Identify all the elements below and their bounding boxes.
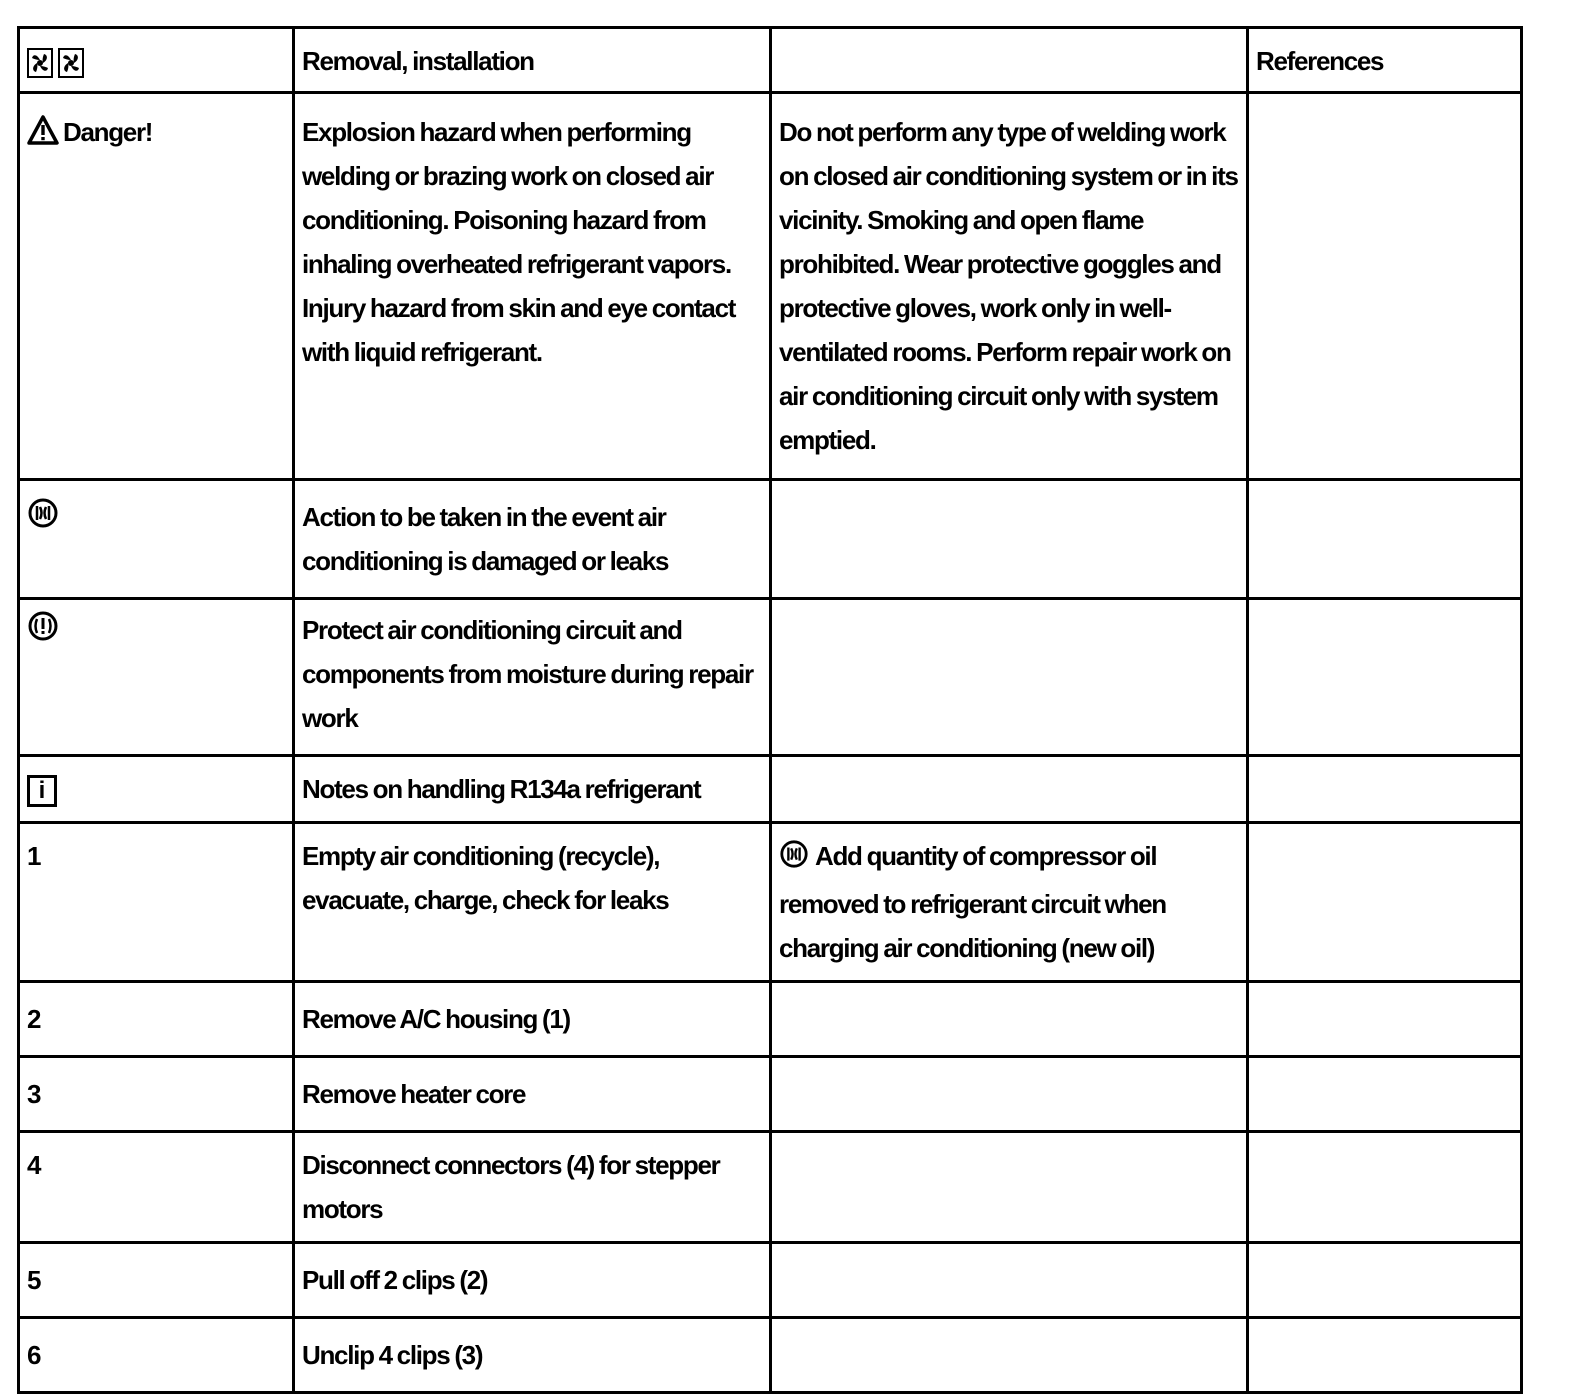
step-row [19,1243,1522,1318]
environment-note-icon [779,838,809,882]
step-text: Remove heater core [294,1057,771,1132]
notice-icon-cell [19,599,294,756]
header-references: References [1248,28,1522,93]
danger-references [1248,93,1522,480]
fan-grid-icon [27,48,53,78]
notice-row [19,756,1522,823]
danger-label: Danger! [63,117,153,147]
step-number: 3 [19,1057,294,1132]
step-text: Unclip 4 clips (3) [294,1318,771,1393]
procedure-table [17,26,1523,1394]
caution-note-icon [27,610,59,655]
header-procedure: Removal, installation [294,28,771,93]
notice-notes [771,599,1248,756]
step-references [1248,1132,1522,1243]
danger-label-cell [19,93,294,480]
step-note-cell [771,1132,1248,1243]
step-number: 6 [19,1318,294,1393]
step-number: 1 [19,823,294,982]
notice-icon-cell [19,756,294,823]
danger-row [19,93,1522,480]
notice-text: Protect air conditioning circuit and components from moisture during repair work [294,599,771,756]
step-row [19,1132,1522,1243]
step-number: 5 [19,1243,294,1318]
step-text: Disconnect connectors (4) for stepper motors [294,1132,771,1243]
step-note-cell [771,1057,1248,1132]
step-note: Add quantity of compressor oil removed to refrigerant circuit when charging air conditioning (new oil) [779,841,1166,963]
step-number: 4 [19,1132,294,1243]
step-text: Empty air conditioning (recycle), evacuate, charge, check for leaks [294,823,771,982]
step-note-cell [771,1243,1248,1318]
notice-notes [771,480,1248,599]
step-note-cell [771,982,1248,1057]
notice-text: Notes on handling R134a refrigerant [294,756,771,823]
step-note-cell [771,823,1248,982]
danger-hazard: Explosion hazard when performing welding or brazing work on closed air conditioning. Poisoning hazard from inhaling overheated refrigerant vapors. Injury hazard from skin and eye contact with liquid refrigerant. [294,93,771,480]
danger-measure: Do not perform any type of welding work on closed air conditioning system or in its vicinity. Smoking and open flame prohibited. Wear protective goggles and protective gloves, work only in well-ventilated rooms. Perform repair work on air conditioning circuit only with system emptied. [771,93,1248,480]
step-references [1248,1057,1522,1132]
notice-icon-cell [19,480,294,599]
step-row [19,1057,1522,1132]
step-row [19,823,1522,982]
header-icons-cell [19,28,294,93]
notice-notes [771,756,1248,823]
notice-row [19,599,1522,756]
step-references [1248,823,1522,982]
environment-note-icon [27,497,59,542]
notice-row [19,480,1522,599]
step-row [19,982,1522,1057]
step-references [1248,1318,1522,1393]
notice-text: Action to be taken in the event air conditioning is damaged or leaks [294,480,771,599]
notice-references [1248,756,1522,823]
header-row [19,28,1522,93]
step-text: Pull off 2 clips (2) [294,1243,771,1318]
step-row [19,1318,1522,1393]
step-text: Remove A/C housing (1) [294,982,771,1057]
step-references [1248,1243,1522,1318]
info-icon: i [27,775,57,807]
notice-references [1248,599,1522,756]
step-number: 2 [19,982,294,1057]
notice-references [1248,480,1522,599]
header-notes [771,28,1248,93]
step-references [1248,982,1522,1057]
warning-triangle-icon [27,114,59,158]
step-note-cell [771,1318,1248,1393]
fan-grid-icon [58,48,84,78]
